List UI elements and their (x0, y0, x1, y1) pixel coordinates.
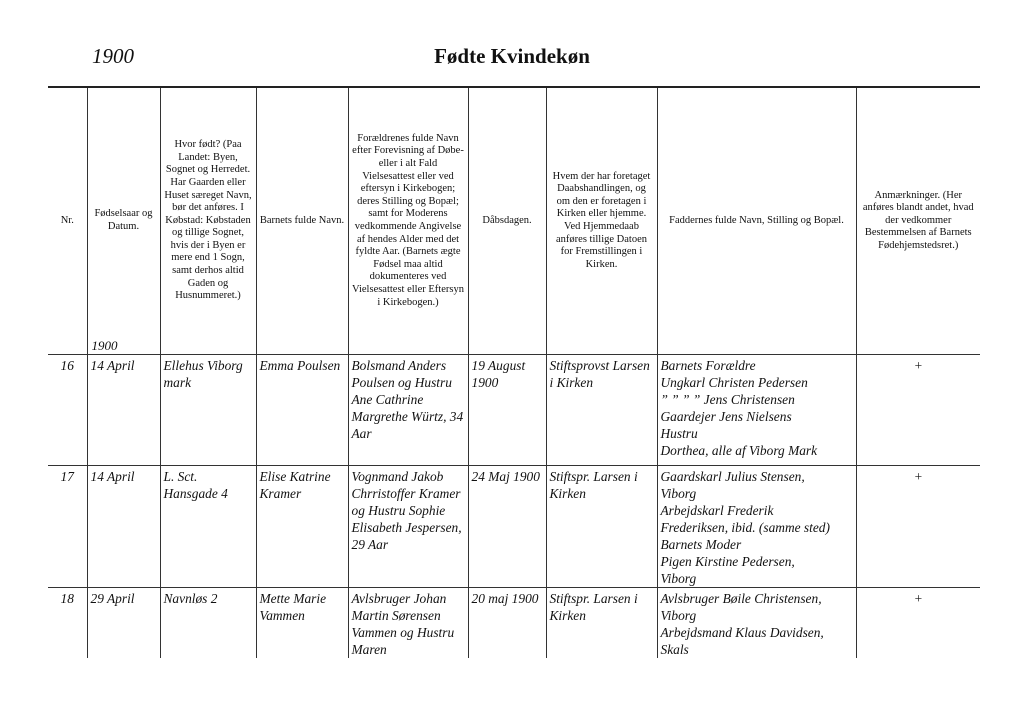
cell-godparents (657, 466, 856, 588)
cell-remarks: + (856, 355, 980, 466)
table-row (48, 466, 980, 588)
godparent-line: Pigen Kirstine Pedersen, (660, 554, 795, 569)
header-birth (87, 87, 160, 355)
header-officiant: Hvem der har foretaget Daabshandlingen, og om den er foretagen i Kirken eller hjemme. Ved Hjemmedaab anføres tillige Datoen for Fremstillingen i Kirken. (546, 87, 657, 355)
godparent-line: Viborg (660, 571, 697, 586)
godparent-line: Arbejdskarl Frederik (660, 503, 774, 518)
godparent-line: Skals (660, 642, 689, 657)
header-nr: Nr. (48, 87, 87, 355)
cell-godparents (657, 588, 856, 659)
cell-officiant: Stiftspr. Larsen i Kirken (546, 466, 657, 588)
page-title-text: Fødte Kvindekøn (434, 44, 590, 68)
cell-officiant: Stiftspr. Larsen i Kirken (546, 588, 657, 659)
godparent-line: Hustru (660, 426, 698, 441)
cell-child-name: Mette Marie Vammen (256, 588, 348, 659)
cell-nr: 16 (48, 355, 87, 466)
cell-remarks: + (856, 466, 980, 588)
godparent-line: Ungkarl Christen Pedersen (660, 375, 808, 390)
cell-remarks: + (856, 588, 980, 659)
cell-officiant: Stiftsprovst Larsen i Kirken (546, 355, 657, 466)
cell-place: Navnløs 2 (160, 588, 256, 659)
page-year: 1900 (92, 44, 134, 68)
header-place: Hvor født? (Paa Landet: Byen, Sognet og Herredet. Har Gaarden eller Huset særeget Navn, bør det anføres. I Købstad: Købstaden og tillige Sognet, hvis der i Byen er mere end 1 Sogn, samt derhos altid Gaden og Husnummeret.) (160, 87, 256, 355)
godparent-line: Gaardskarl Julius Stensen, (660, 469, 805, 484)
table-header-row (48, 87, 980, 355)
godparent-line: ” ” ” ” Jens Christensen (660, 392, 795, 407)
cell-birth-date: 14 April (87, 466, 160, 588)
cell-birth-date: 14 April (87, 355, 160, 466)
cell-parents: Vognmand Jakob Chrristoffer Kramer og Hustru Sophie Elisabeth Jespersen, 29 Aar (348, 466, 468, 588)
header-birth-year: 1900 (91, 338, 118, 354)
page-title (0, 44, 1024, 69)
godparent-line: Gaardejer Jens Nielsens (660, 409, 792, 424)
godparent-line: Arbejdsmand Klaus Davidsen, (660, 625, 824, 640)
cell-baptism-day: 20 maj 1900 (468, 588, 546, 659)
godparent-line: Barnets Moder (660, 537, 742, 552)
godparent-line: Frederiksen, ibid. (samme sted) (660, 520, 830, 535)
header-remarks: Anmærkninger. (Her anføres blandt andet, hvad der vedkommer Bestemmelsen af Barnets Fødehjemstedsret.) (856, 87, 980, 355)
godparent-line: Viborg (660, 486, 697, 501)
cell-nr: 17 (48, 466, 87, 588)
table-row (48, 588, 980, 659)
header-parents: Forældrenes fulde Navn efter Forevisning af Døbe- eller i alt Fald Vielsesattest eller ved eftersyn i Kirkebogen; deres Stilling og Bopæl; samt for Moderens vedkommende Angivelse af hendes Alder med det fyldte Aar. (Barnets ægte Fødsel maa altid dokumenteres ved Vielsesattest eller Eftersyn i Kirkebogen.) (348, 87, 468, 355)
cell-birth-date: 29 April (87, 588, 160, 659)
cell-place: Ellehus Viborg mark (160, 355, 256, 466)
header-baptism-day: Dåbsdagen. (468, 87, 546, 355)
godparent-line: Viborg (660, 608, 697, 623)
header-birth-label: Fødselsaar og Datum. (94, 208, 153, 232)
cell-godparents (657, 355, 856, 466)
godparent-line: Barnets Forældre (660, 358, 756, 373)
header-godparents: Faddernes fulde Navn, Stilling og Bopæl. (657, 87, 856, 355)
header-child-name: Barnets fulde Navn. (256, 87, 348, 355)
table-row (48, 355, 980, 466)
cell-parents: Avlsbruger Johan Martin Sørensen Vammen og Hustru Maren (348, 588, 468, 659)
cell-baptism-day: 24 Maj 1900 (468, 466, 546, 588)
godparent-line: Dorthea, alle af Viborg Mark (660, 443, 818, 458)
cell-parents: Bolsmand Anders Poulsen og Hustru Ane Cathrine Margrethe Würtz, 34 Aar (348, 355, 468, 466)
cell-child-name: Emma Poulsen (256, 355, 348, 466)
cell-place: L. Sct. Hansgade 4 (160, 466, 256, 588)
cell-nr: 18 (48, 588, 87, 659)
birth-register-table (48, 86, 980, 658)
cell-baptism-day: 19 August 1900 (468, 355, 546, 466)
cell-child-name: Elise Katrine Kramer (256, 466, 348, 588)
godparent-line: Avlsbruger Bøile Christensen, (660, 591, 822, 606)
